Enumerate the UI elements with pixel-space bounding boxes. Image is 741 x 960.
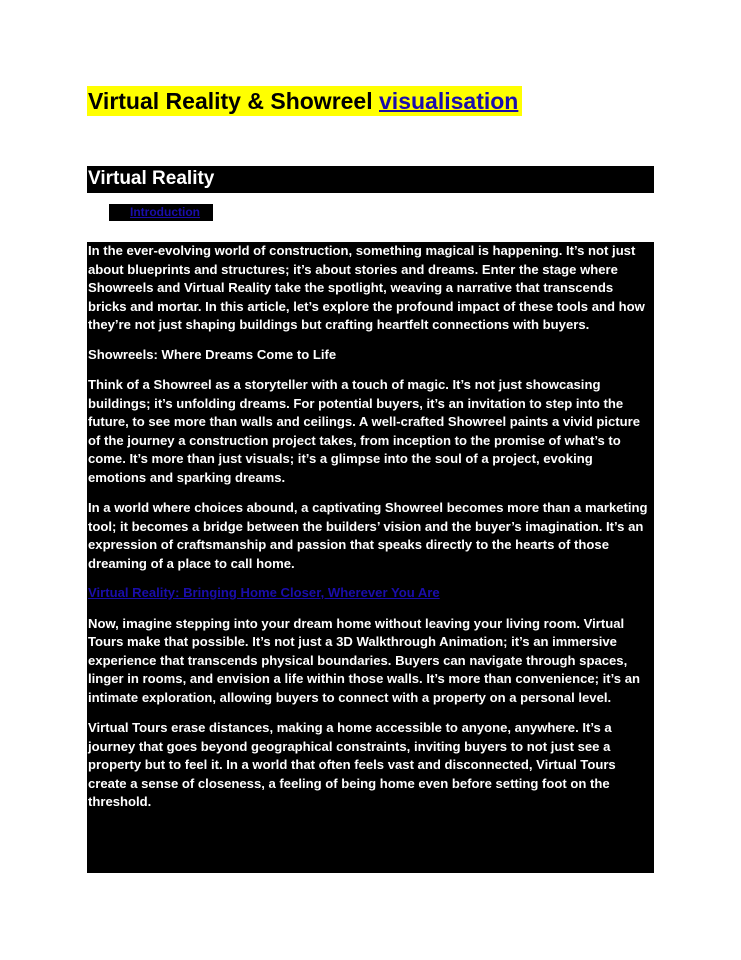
vr-subheading-link[interactable]: Virtual Reality: Bringing Home Closer, Wherever You Are [88, 585, 440, 600]
visualisation-link[interactable]: visualisation [379, 88, 519, 114]
intro-paragraph: In the ever-evolving world of construction, something magical is happening. It’s not just about blueprints and structures; it’s about stories and dreams. Enter the stage where Showreels and Virtual Reality take the spotlight, weaving a narrative that transcends bricks and mortar. In this article, let’s explore the profound impact of these tools and how they’re not just shaping buildings but crafting heartfelt connections with buyers. [88, 243, 645, 332]
section-heading: Virtual Reality [87, 166, 654, 193]
showreels-paragraph-1: Think of a Showreel as a storyteller with a touch of magic. It’s not just showcasing buildings; it’s unfolding dreams. For potential buyers, it’s an invitation to step into the future, to see more than walls and ceilings. A well-crafted Showreel paints a vivid picture of the journey a construction project takes, from inception to the promise of what’s to come. It’s more than just visuals; it’s a glimpse into the soul of a project, evoking emotions and sparking dreams. [88, 377, 641, 485]
page-title-text: Virtual Reality & Showreel [88, 88, 380, 114]
showreels-subheading: Showreels: Where Dreams Come to Life [88, 346, 337, 362]
table-of-contents [109, 204, 213, 221]
showreels-paragraph-2: In a world where choices abound, a captivating Showreel becomes more than a marketing tool; it becomes a bridge between the builders’ vision and the buyer’s imagination. It’s an expression of craftsmanship and passion that speaks directly to the hearts of those dreaming of a place to call home. [88, 500, 648, 571]
page-title [87, 86, 522, 116]
article-content [87, 242, 654, 873]
vr-paragraph-1: Now, imagine stepping into your dream home without leaving your living room. Virtual Tours make that possible. It’s not just a 3D Walkthrough Animation; it’s an immersive experience that transcends physical boundaries. Buyers can navigate through spaces, linger in rooms, and envision a life within those walls. It’s more than convenience; it’s an intimate exploration, allowing buyers to connect with a property on a personal level. [88, 615, 640, 705]
toc-link-introduction[interactable]: Introduction [130, 205, 200, 219]
vr-paragraph-2: Virtual Tours erase distances, making a home accessible to anyone, anywhere. It’s a journey that goes beyond geographical constraints, inviting buyers to not just see a property but to feel it. In a world that often feels vast and disconnected, Virtual Tours create a sense of closeness, a feeling of being home even before setting foot on the threshold. [88, 720, 616, 809]
